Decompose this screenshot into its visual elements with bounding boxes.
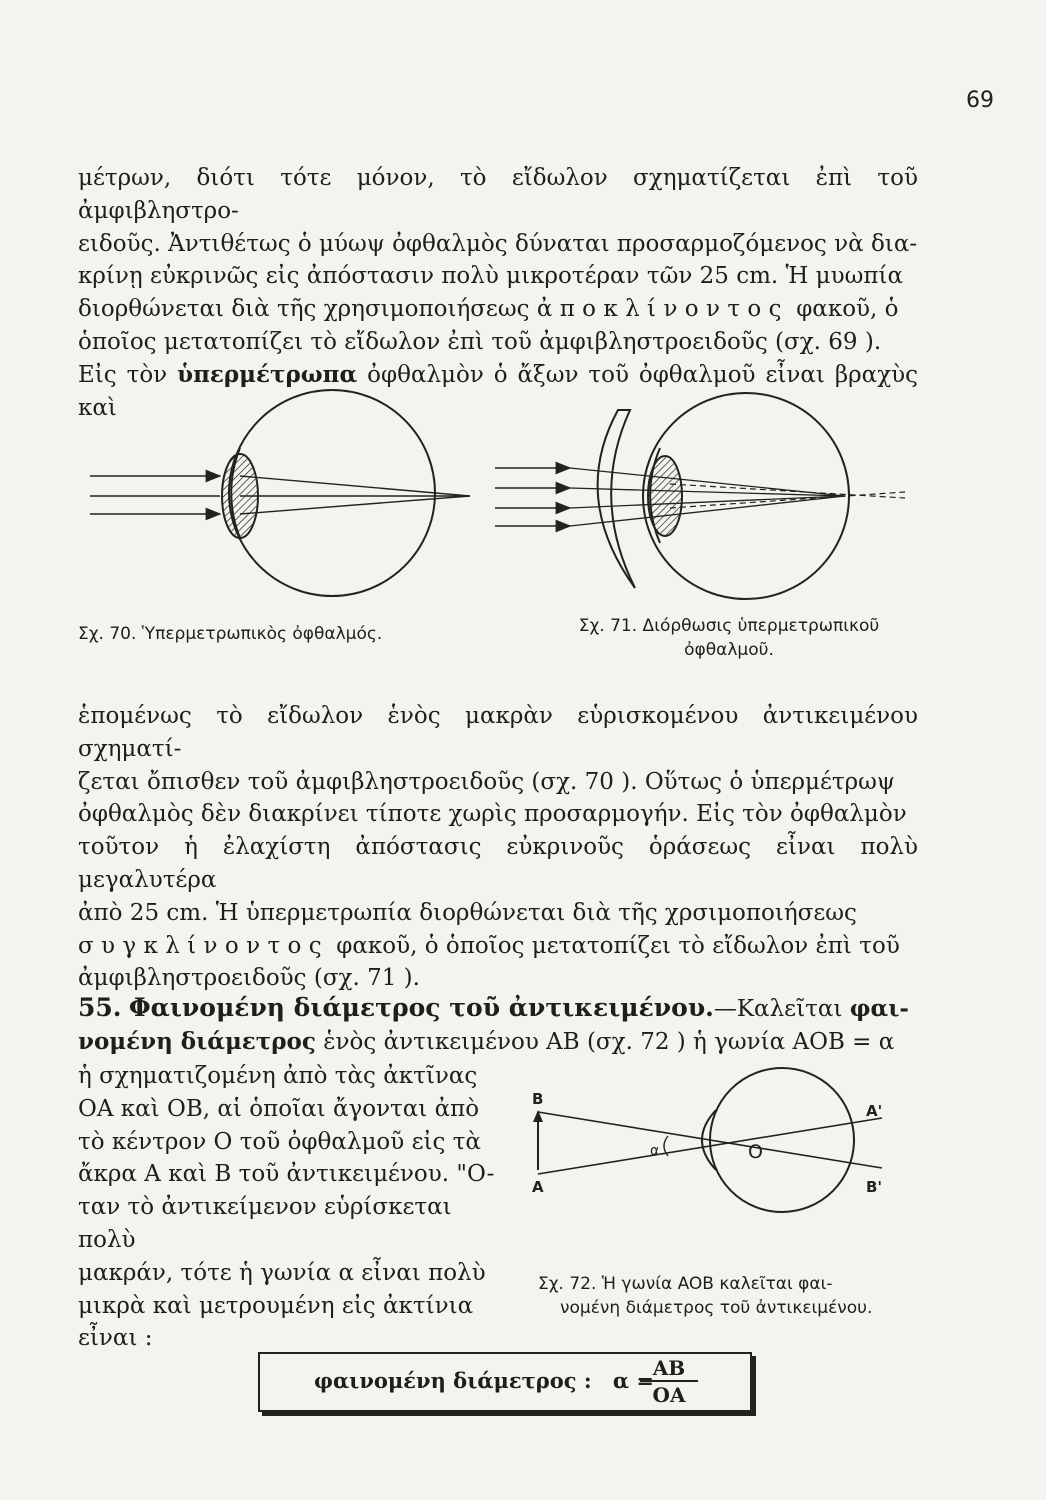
formula-fraction: [640, 1356, 698, 1408]
figure-70-eye-diagram: [90, 390, 470, 596]
label-alpha: α: [650, 1143, 660, 1159]
text-line: μικρὰ καὶ μετρουμένη εἰς ἀκτίνια: [78, 1292, 474, 1319]
text-line: ειδοῦς. Ἀντιθέτως ὁ μύωψ ὀφθαλμὸς δύναται προσαρμοζόμενος νὰ δια-: [78, 230, 918, 257]
text-line: [78, 930, 918, 963]
section-55: [78, 992, 918, 1059]
text-line: κρίνῃ εὐκρινῶς εἰς ἀπόστασιν πολὺ μικροτέραν τῶν 25 cm. Ἡ μυωπία: [78, 263, 903, 290]
formula-numerator: AB: [640, 1356, 698, 1382]
text-segment: φακοῦ, ὁ: [796, 296, 899, 323]
term-apparent-diameter: φαι-: [849, 995, 909, 1022]
section-title: Φαινομένη διάμετρος τοῦ ἀντικειμένου.: [128, 993, 714, 1022]
formula-box: [258, 1352, 752, 1412]
term-hyperopic: ὑπερμέτρωπα: [177, 360, 358, 388]
label-b: B: [532, 1090, 544, 1108]
figures-70-71: [70, 388, 920, 618]
text-line: μέτρων, διότι τότε μόνον, τὸ εἴδωλον σχηματίζεται ἐπὶ τοῦ ἀμφιβληστρο-: [78, 165, 918, 224]
text-segment: φακοῦ, ὁ ὁποῖος μετατοπίζει τὸ εἴδωλον ἐπὶ τοῦ: [336, 932, 900, 959]
text-line: μακράν, τότε ἡ γωνία α εἶναι πολὺ: [78, 1259, 486, 1286]
formula-label-line: [314, 1368, 654, 1393]
text-line: ὀφθαλμὸς δὲν διακρίνει τίποτε χωρὶς προσαρμογήν. Εἰς τὸν ὀφθαλμὸν: [78, 801, 907, 828]
label-o: O: [748, 1141, 763, 1163]
label-a-prime: A': [866, 1102, 883, 1120]
text-line: ἀπὸ 25 cm. Ἡ ὑπερμετρωπία διορθώνεται διὰ τῆς χρσιμοποιήσεως: [78, 899, 857, 926]
formula-variable: α =: [612, 1368, 654, 1393]
section-line-2: [78, 1026, 918, 1059]
text-line: [78, 293, 918, 326]
figure-72-diagram: [520, 1060, 920, 1280]
caption-line: Σχ. 71. Διόρθωσις ὑπερμετρωπικοῦ: [578, 616, 880, 636]
paragraph-hyperopia: [78, 700, 918, 995]
section-heading-line: [78, 992, 918, 1026]
text-segment: διορθώνεται διὰ τῆς χρησιμοποιήσεως: [78, 296, 530, 323]
emphasis-diverging: ἀποκλίνοντος: [536, 296, 789, 323]
term-apparent-diameter-cont: νομένη διάμετρος: [78, 1027, 316, 1055]
figure-71-caption: [538, 614, 920, 662]
text-line: εἶναι :: [78, 1325, 153, 1352]
text-line: ἡ σχηματιζομένη ἀπὸ τὰς ἀκτῖνας: [78, 1063, 478, 1089]
caption-line: ὀφθαλμοῦ.: [684, 640, 774, 660]
text-line: ἄκρα A καὶ B τοῦ ἀντικειμένου. "O-: [78, 1161, 495, 1188]
emphasis-converging: συγκλίνοντος: [78, 932, 329, 959]
figure-71-eye-diagram: [495, 393, 905, 599]
text-line: ἀμφιβληστροειδοῦς (σχ. 71 ).: [78, 965, 420, 992]
text-line: OA καὶ OB, αἱ ὁποῖαι ἄγονται ἀπὸ: [78, 1095, 480, 1122]
page-number: 69: [966, 88, 994, 113]
text-segment: —Καλεῖται: [713, 996, 843, 1022]
text-line: ταν τὸ ἀντικείμενον εὑρίσκεται πολὺ: [78, 1194, 452, 1253]
paragraph-myopia: [78, 162, 918, 424]
label-b-prime: B': [866, 1178, 883, 1196]
formula-label: φαινομένη διάμετρος :: [314, 1368, 592, 1393]
text-line: ζεται ὄπισθεν τοῦ ἀμφιβληστροειδοῦς (σχ. 70 ). Οὕτως ὁ ὑπερμέτρωψ: [78, 768, 895, 795]
text-segment: Εἰς τὸν: [78, 361, 168, 388]
section-number: 55.: [78, 993, 122, 1022]
text-segment: ἑνὸς ἀντικειμένου AB (σχ. 72 ) ἡ γωνία AOB = α: [323, 1028, 895, 1055]
caption-line: Σχ. 72. Ἡ γωνία AOB καλεῖται φαι-: [538, 1274, 833, 1294]
left-column-text: [78, 1060, 508, 1355]
text-line: ὁποῖος μετατοπίζει τὸ εἴδωλον ἐπὶ τοῦ ἀμφιβληστροειδοῦς (σχ. 69 ).: [78, 328, 882, 355]
figure-70-caption: Σχ. 70. Ὑπερμετρωπικὸς ὀφθαλμός.: [78, 624, 383, 644]
figure-72-caption: [538, 1272, 920, 1320]
text-line: ἑπομένως τὸ εἴδωλον ἑνὸς μακρὰν εὑρισκομένου ἀντικειμένου σχηματί-: [78, 703, 918, 762]
text-line: τὸ κέντρον O τοῦ ὀφθαλμοῦ εἰς τὰ: [78, 1128, 481, 1155]
text-line: τοῦτον ἡ ἐλαχίστη ἀπόστασις εὐκρινοῦς ὁράσεως εἶναι πολὺ μεγαλυτέρα: [78, 834, 918, 893]
text-segment: ὀφθαλμὸν ὁ ἄξων τοῦ ὀφθαλμοῦ εἶναι βραχὺς καὶ: [78, 361, 919, 421]
caption-line: νομένη διάμετρος τοῦ ἀντικειμένου.: [560, 1298, 873, 1318]
formula-denominator: OA: [652, 1383, 686, 1407]
label-a: A: [532, 1178, 544, 1196]
